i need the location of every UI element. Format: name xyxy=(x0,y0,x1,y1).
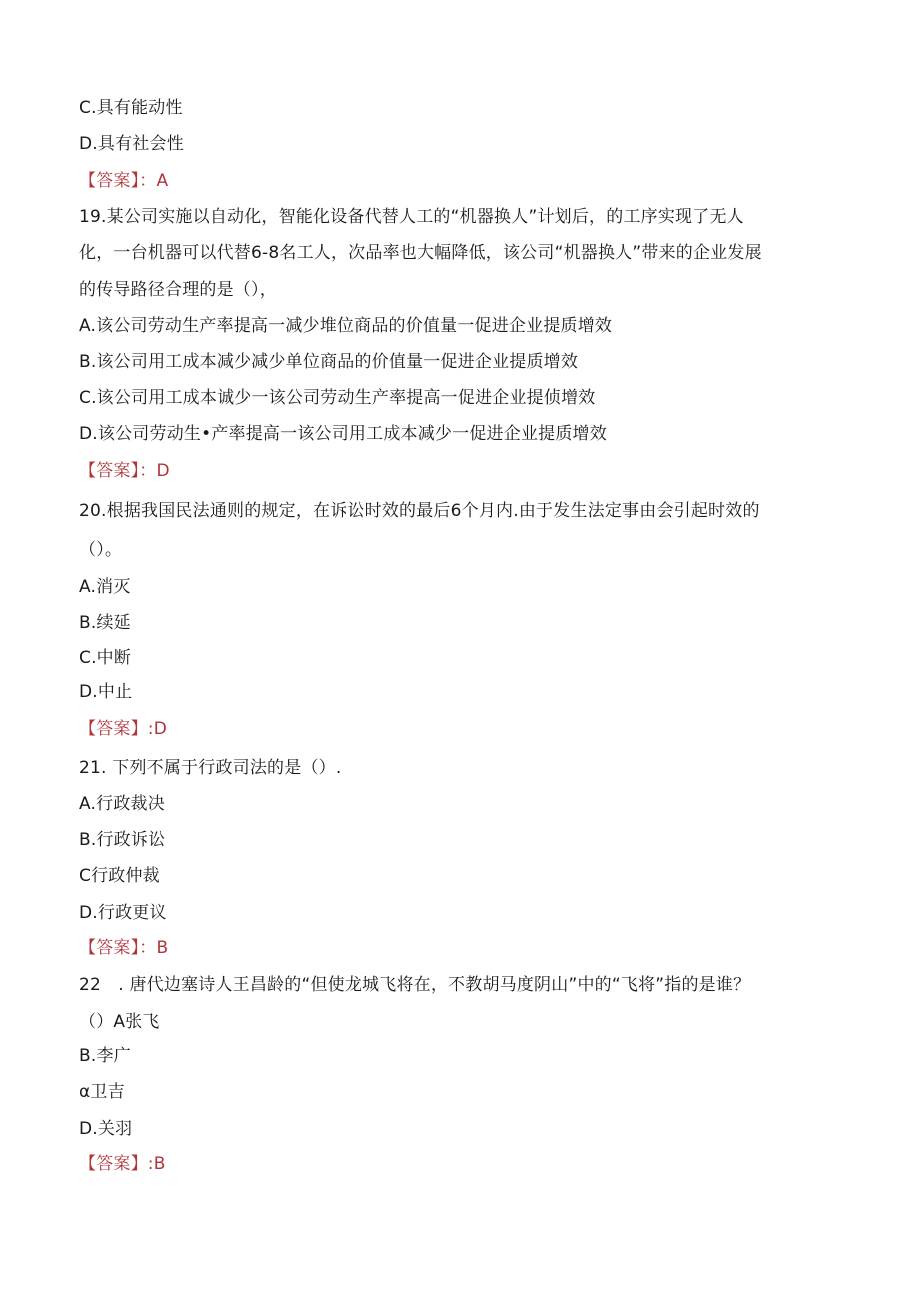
q22-answer: 【答案】:B xyxy=(79,1154,166,1174)
q19-answer: 【答案】：D xyxy=(79,461,170,481)
q21-option-d: D.行政更议 xyxy=(79,903,167,923)
q22-option-d: D.关羽 xyxy=(79,1119,133,1139)
q19-option-d: D.该公司劳动生•产率提高一该公司用工成本减少一促进企业提质增效 xyxy=(79,424,607,444)
q19-stem-line2: 化，一台机器可以代替6-8名工人，次品率也大幅降低，该公司“机器换人”带来的企业发展 xyxy=(79,243,762,263)
q19-stem-line1: 19.某公司实施以自动化，智能化设备代替人工的“机器换人”计划后，的工序实现了无人 xyxy=(79,207,744,227)
q18-option-d: D.具有社会性 xyxy=(79,134,184,154)
q20-option-a: A.消灭 xyxy=(79,577,131,597)
q20-option-d: D.中止 xyxy=(79,682,133,702)
q20-stem-line1: 20.根据我国民法通则的规定，在诉讼时效的最后6个月内.由于发生法定事由会引起时效的 xyxy=(79,501,760,521)
q21-option-b: B.行政诉讼 xyxy=(79,830,166,850)
q22-stem-line2: （）A张飞 xyxy=(79,1012,160,1032)
q20-stem-line2: （）。 xyxy=(79,540,123,560)
q22-option-b: B.李广 xyxy=(79,1046,131,1066)
q21-option-a: A.行政裁决 xyxy=(79,794,165,814)
q22-stem-line1: 22 . 唐代边塞诗人王昌龄的“但使龙城飞将在，不教胡马度阴山”中的“飞将”指的是谁？ xyxy=(79,975,751,995)
q18-answer: 【答案】：A xyxy=(79,171,169,191)
q18-option-c: C.具有能动性 xyxy=(79,98,183,118)
q19-option-b: B.该公司用工成本减少减少单位商品的价值量一促进企业提质增效 xyxy=(79,352,579,372)
q20-answer: 【答案】:D xyxy=(79,719,168,739)
q21-stem: 21. 下列不属于行政司法的是（）. xyxy=(79,758,342,778)
q20-option-c: C.中断 xyxy=(79,648,132,668)
q20-option-b: B.续延 xyxy=(79,613,131,633)
q19-option-a: A.该公司劳动生产率提高一减少堆位商品的价值量一促进企业提质增效 xyxy=(79,316,613,336)
q19-stem-line3: 的传导路径合理的是（）， xyxy=(79,280,277,300)
q21-answer: 【答案】：B xyxy=(79,938,169,958)
q21-option-c: C行政仲裁 xyxy=(79,866,160,886)
q22-option-c: α卫吉 xyxy=(79,1082,125,1102)
q19-option-c: C.该公司用工成本诚少一该公司劳动生产率提高一促进企业提侦增效 xyxy=(79,388,596,408)
